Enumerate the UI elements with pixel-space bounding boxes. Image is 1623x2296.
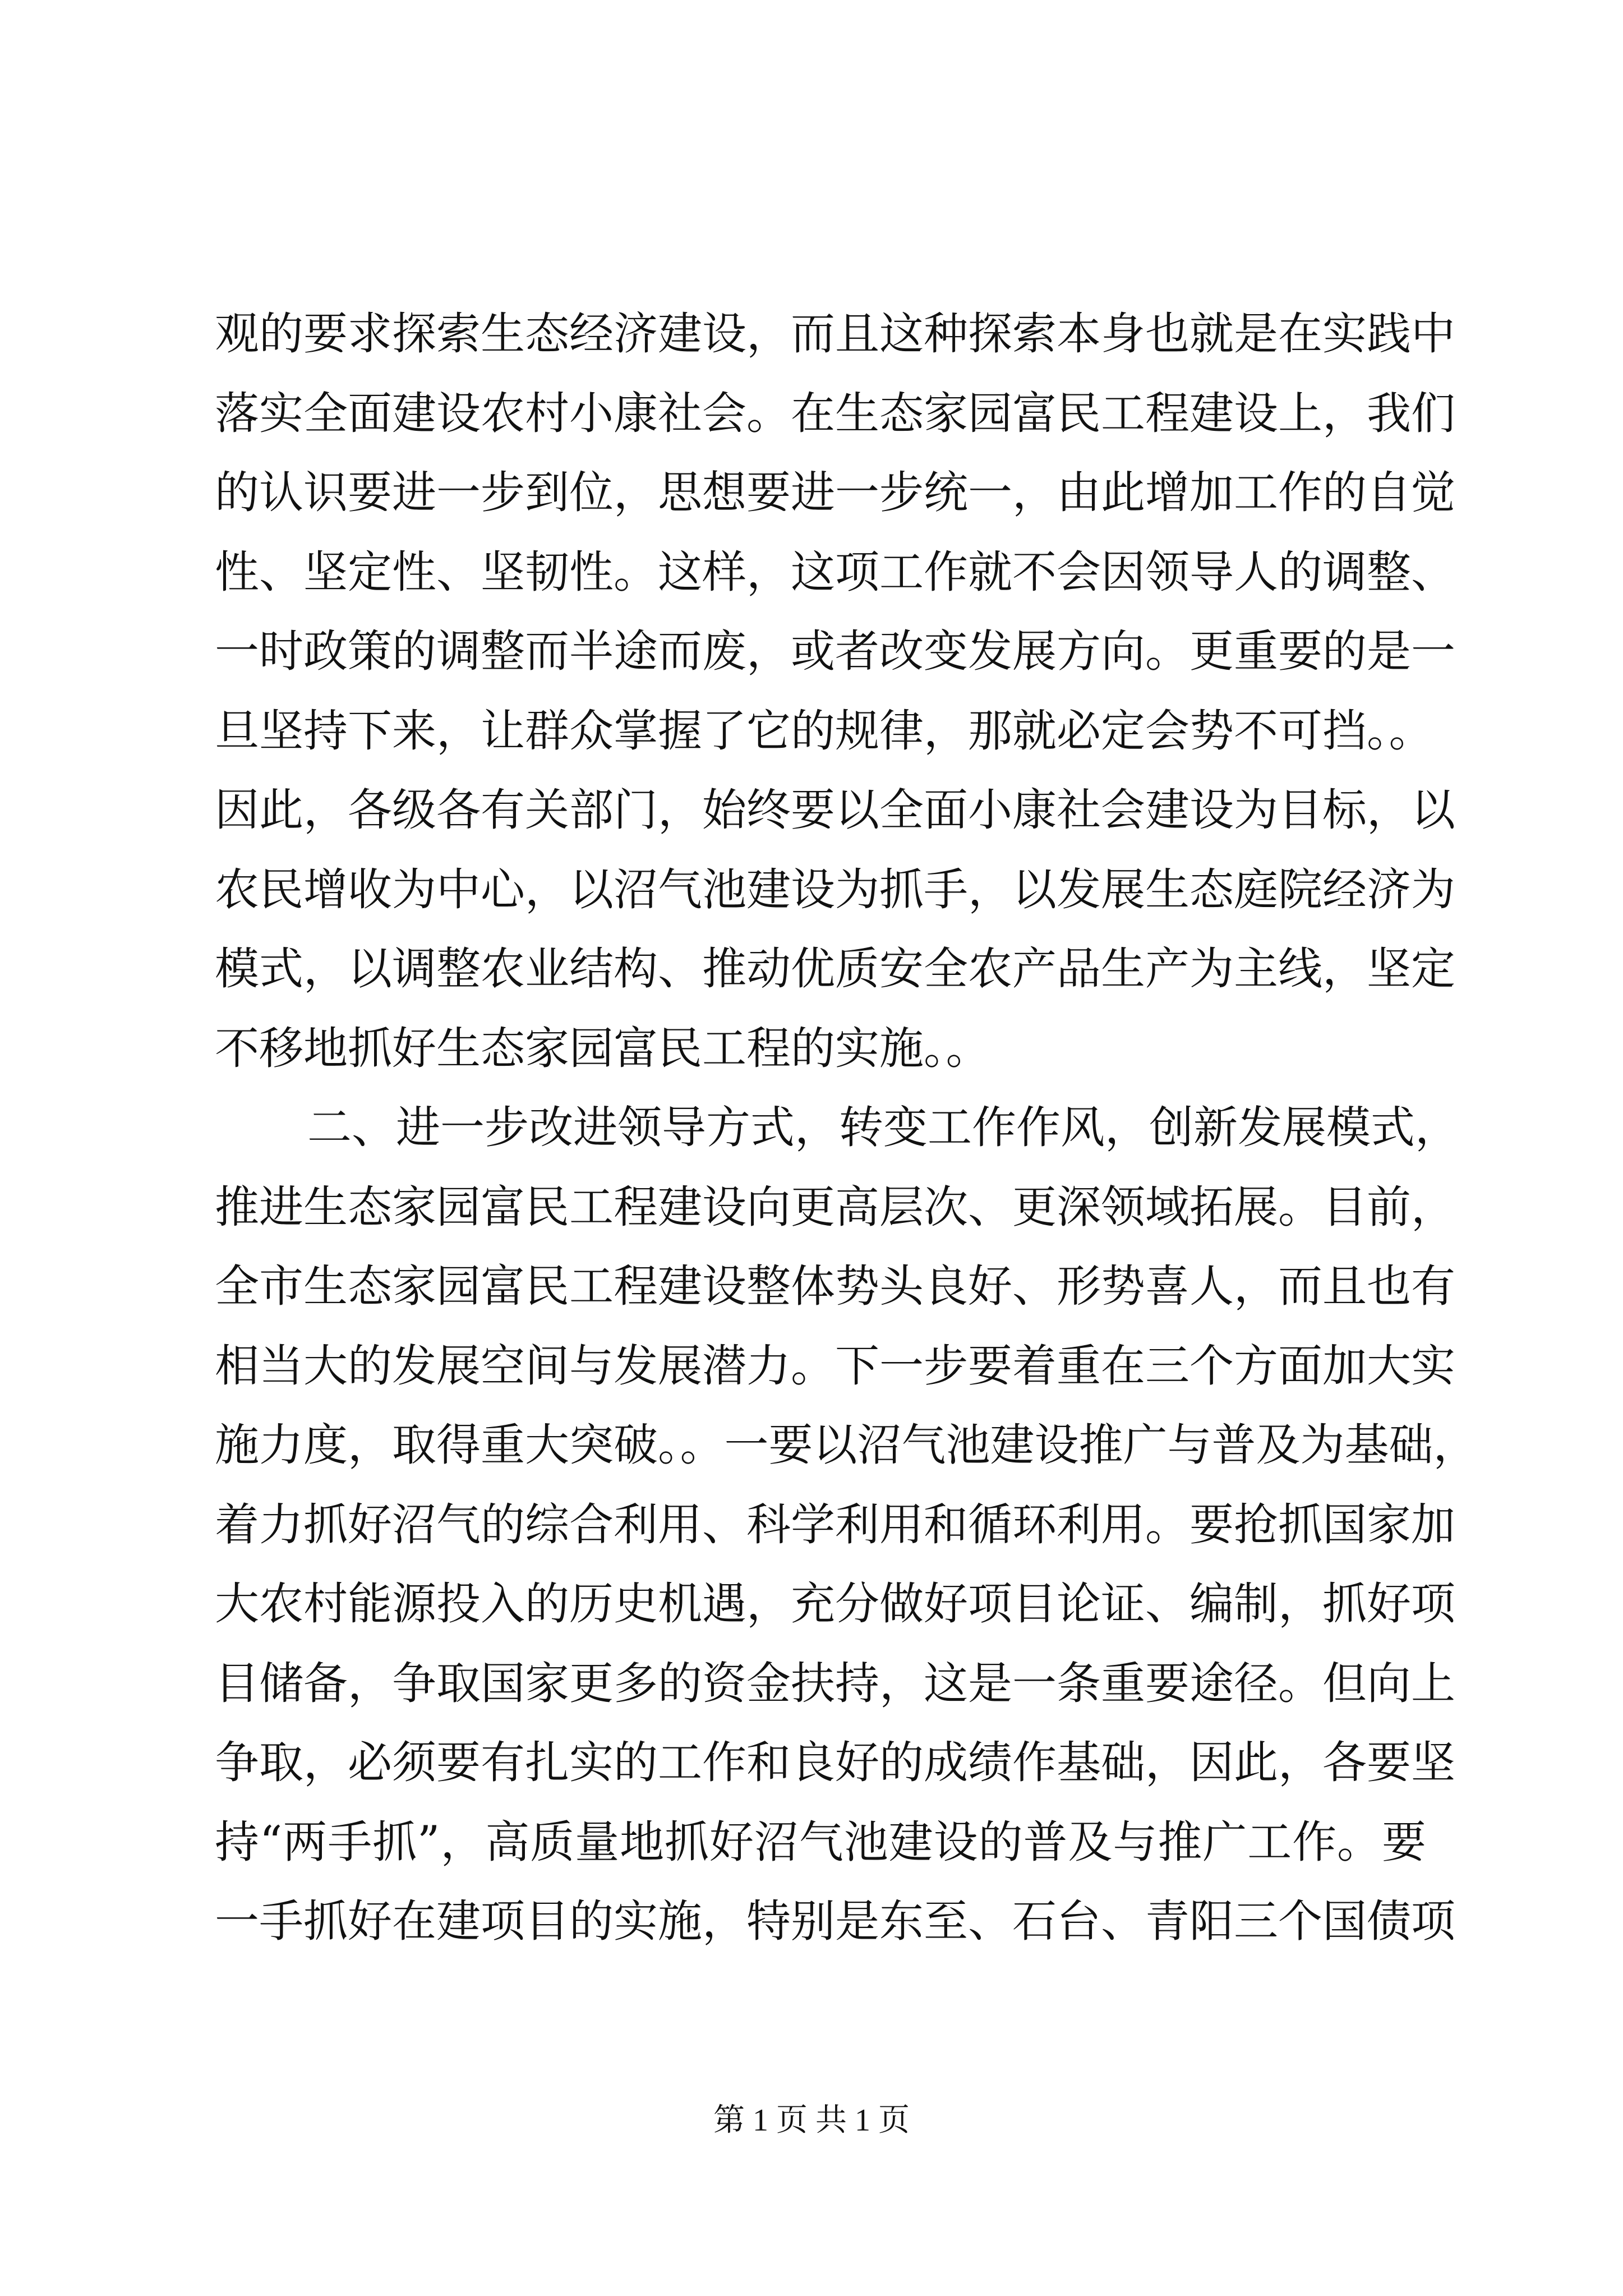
text-line: 性、坚定性、坚韧性。这样，这项工作就不会因领导人的调整、	[215, 546, 1455, 598]
text-line: 模式，以调整农业结构、推动优质安全农产品生产为主线，坚定	[215, 943, 1455, 995]
text-line: 旦坚持下来，让群众掌握了它的规律，那就必定会势不可挡。。	[215, 705, 1433, 757]
document-body	[215, 295, 1478, 1962]
text-line: 相当大的发展空间与发展潜力。下一步要着重在三个方面加大实	[215, 1340, 1455, 1392]
text-line: 落实全面建设农村小康社会。在生态家园富民工程建设上，我们	[215, 387, 1455, 439]
text-line: 观的要求探索生态经济建设，而且这种探索本身也就是在实践中	[215, 308, 1455, 360]
text-line: 施力度，取得重大突破。。一要以沼气池建设推广与普及为基础，	[215, 1419, 1478, 1471]
text-line: 大农村能源投入的历史机遇，充分做好项目论证、编制，抓好项	[215, 1578, 1455, 1630]
page-number-footer: 第 1 页 共 1 页	[713, 2103, 910, 2138]
text-line: 持“两手抓”，高质量地抓好沼气池建设的普及与推广工作。要	[215, 1816, 1426, 1868]
text-line: 目储备，争取国家更多的资金扶持，这是一条重要途径。但向上	[215, 1657, 1455, 1709]
text-line: 不移地抓好生态家园富民工程的实施。。	[215, 1022, 990, 1074]
text-line: 全市生态家园富民工程建设整体势头良好、形势喜人，而且也有	[215, 1260, 1455, 1312]
text-line: 着力抓好沼气的综合利用、科学利用和循环利用。要抢抓国家加	[215, 1498, 1455, 1550]
text-line: 的认识要进一步到位，思想要进一步统一，由此增加工作的自觉	[215, 467, 1455, 518]
text-line: 一手抓好在建项目的实施，特别是东至、石台、青阳三个国债项	[215, 1895, 1455, 1947]
text-line: 因此，各级各有关部门，始终要以全面小康社会建设为目标，以	[215, 784, 1455, 836]
text-line: 农民增收为中心，以沼气池建设为抓手，以发展生态庭院经济为	[215, 863, 1455, 915]
section-heading-line: 二、进一步改进领导方式，转变工作作风，创新发展模式，	[307, 1102, 1459, 1153]
text-line: 推进生态家园富民工程建设向更高层次、更深领域拓展。目前，	[215, 1181, 1455, 1233]
text-line: 一时政策的调整而半途而废，或者改变发展方向。更重要的是一	[215, 625, 1455, 677]
text-line: 争取，必须要有扎实的工作和良好的成绩作基础，因此，各要坚	[215, 1737, 1455, 1788]
